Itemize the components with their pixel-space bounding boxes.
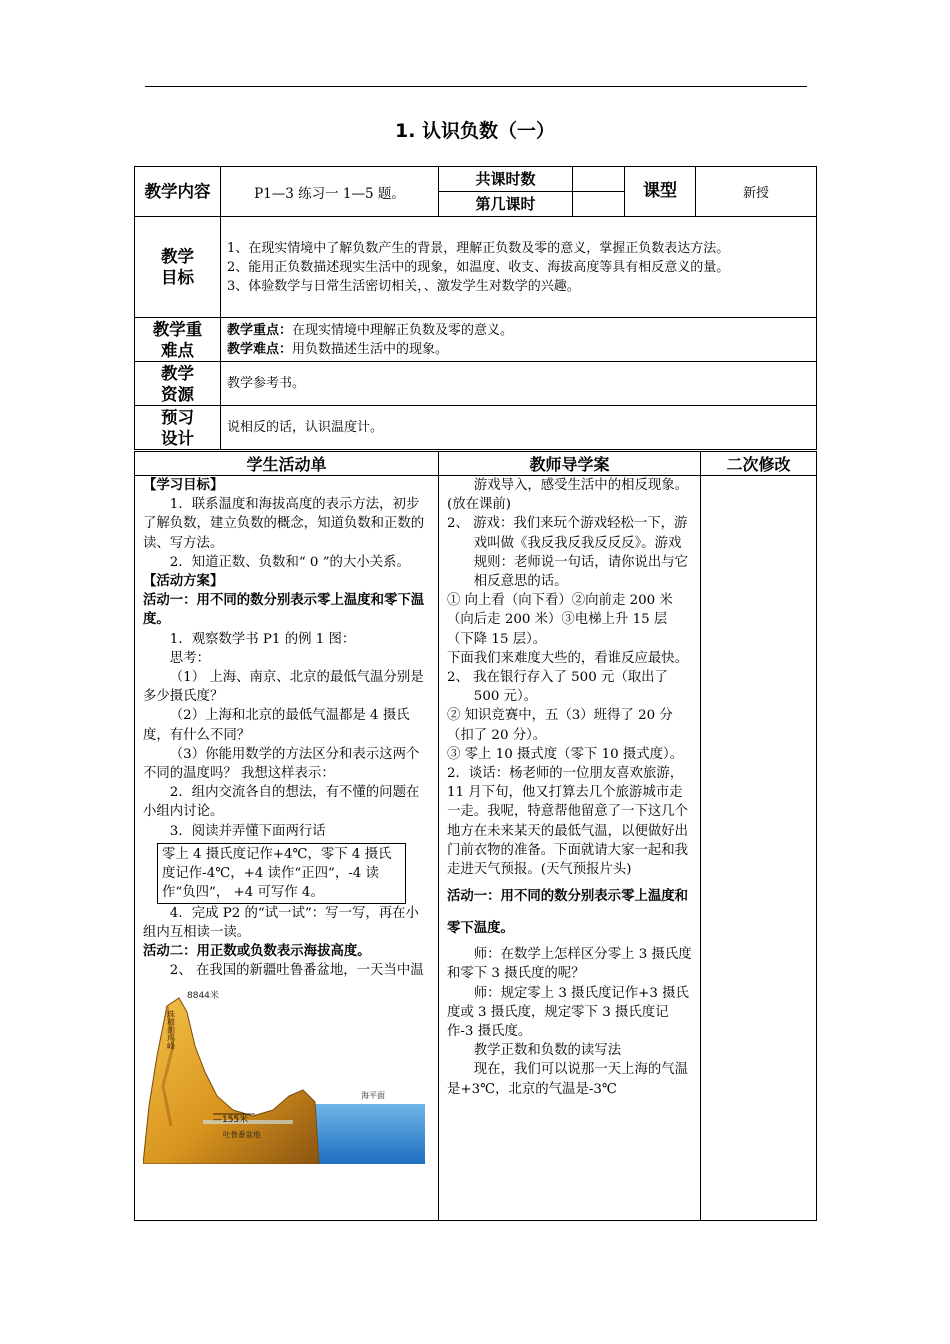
- student-question-3: （3）你能用数学的方法区分和表示这两个不同的温度吗？ 我想这样表示：: [143, 746, 420, 782]
- teacher-line: 2．谈话：杨老师的一位朋友喜欢旅游， 11 月下旬，他又打算去几个旅游城市走一走。我呢，特意帮他留意了一下这几个地方在未来某天的最低气温，以便做好出门前衣物的准备。下面就请大家一起和我走进天气预报。(天气预报片头): [447, 766, 689, 878]
- lesson-type-value: 新授: [696, 167, 817, 217]
- revision-column: [701, 476, 817, 1221]
- teacher-column: [439, 476, 701, 1221]
- notation-box: 零上 4 摄氏度记作+4℃，零下 4 摄氏度记作-4℃，+4 读作“正四”，-4 读作“负四”， +4 可写作 4。: [157, 843, 406, 904]
- resources-label: 教学资源: [135, 362, 221, 406]
- goals-label: 教学目标: [135, 217, 221, 318]
- teacher-line: 师：在数学上怎样区分零上 3 摄氏度和零下 3 摄氏度的呢？: [447, 947, 692, 982]
- student-goal-2: 2．知道正数、负数和“ 0 ”的大小关系。: [169, 554, 410, 570]
- peak-height-label: 8844米: [187, 991, 219, 1002]
- sea-level-label: 海平面: [361, 1091, 385, 1101]
- page-title: 1. 认识负数（一）: [394, 120, 556, 142]
- teacher-line: ③ 零上 10 摄式度（零下 10 摄式度）。: [447, 746, 684, 762]
- revision-column-header: 二次修改: [701, 452, 817, 476]
- lesson-type-label: 课型: [625, 167, 696, 217]
- content-value: P1—3 练习一 1—5 题。: [221, 167, 439, 217]
- total-hours-label: 共课时数: [439, 167, 573, 192]
- student-think: 思考：: [169, 650, 210, 666]
- header-rule: [145, 86, 807, 87]
- teacher-line: 2、 我在银行存入了 500 元（取出了 500 元）。: [447, 670, 668, 705]
- student-column: [135, 476, 439, 1221]
- goal-line: 2、能用正负数描述现实生活中的现象，如温度、收支、海拔高度等具有相反意义的量。: [227, 259, 730, 275]
- student-step-5: 2、 在我国的新疆吐鲁番盆地，一天当中温: [169, 963, 424, 979]
- student-goal-heading: 【学习目标】: [143, 478, 224, 493]
- key-points-label: 教学重难点: [135, 318, 221, 362]
- teacher-line: 游戏导入，感受生活中的相反现象。(放在课前): [447, 478, 689, 513]
- peak-name-label: 珠穆朗玛峰: [166, 1010, 176, 1051]
- altitude-illustration: [143, 986, 425, 1164]
- student-step-1: 1．观察数学书 P1 的例 1 图：: [169, 631, 356, 647]
- student-question-1: （1） 上海、南京、北京的最低气温分别是多少摄氏度？: [143, 670, 424, 705]
- goals-text: [221, 217, 817, 318]
- goal-line: 3、体验数学与日常生活密切相关，、激发学生对数学的兴趣。: [227, 278, 580, 294]
- focus-label: 教学重点：: [227, 322, 293, 338]
- teacher-activity-1-title: 活动一：用不同的数分别表示零上温度和零下温度。: [447, 889, 689, 937]
- teacher-line: 2、 游戏：我们来玩个游戏轻松一下，游戏叫做《我反我反我反反反》。游戏规则：老师说一句话，请你说出与它相反意思的话。: [447, 516, 689, 590]
- basin-label: 吐鲁番盆地: [223, 1130, 261, 1140]
- teacher-line: 现在，我们可以说那一天上海的气温是+3℃，北京的气温是-3℃: [447, 1062, 689, 1097]
- teacher-line: 师：规定零上 3 摄氏度记作+3 摄氏度或 3 摄氏度，规定零下 3 摄氏度记作-3 摄氏度。: [447, 985, 689, 1040]
- content-label: 教学内容: [135, 167, 221, 217]
- teacher-line: 教学正数和负数的读写法: [473, 1043, 622, 1059]
- teacher-column-header: 教师导学案: [439, 452, 701, 476]
- lesson-number-label: 第几课时: [439, 192, 573, 217]
- preview-label: 预习设计: [135, 406, 221, 450]
- student-question-2: （2）上海和北京的最低气温都是 4 摄氏度，有什么不同？: [143, 708, 410, 743]
- goal-line: 1、在现实情境中了解负数产生的背景，理解正负数及零的意义，掌握正负数表达方法。: [227, 240, 730, 256]
- focus-text: 在现实情境中理解正负数及零的意义。: [292, 322, 514, 338]
- resources-text: 教学参考书。: [221, 362, 817, 406]
- student-column-header: 学生活动单: [135, 452, 439, 476]
- depth-label: —155米: [213, 1115, 249, 1126]
- student-plan-heading: 【活动方案】: [143, 574, 224, 590]
- difficulty-text: 用负数描述生活中的现象。: [292, 341, 449, 357]
- student-activity-2-title: 活动二：用正数或负数表示海拔高度。: [143, 944, 371, 960]
- activity-table: [134, 451, 817, 1221]
- preview-text: 说相反的话，认识温度计。: [221, 406, 817, 450]
- student-step-4: 4．完成 P2 的“试一试”：写一写，再在小组内互相读一读。: [143, 905, 419, 941]
- key-points-text: [221, 318, 817, 362]
- revision-text: [701, 476, 816, 1220]
- student-step-2: 2．组内交流各自的想法，有不懂的问题在小组内讨论。: [143, 785, 420, 820]
- lesson-number-value: [573, 192, 625, 217]
- student-goal-1: 1．联系温度和海拔高度的表示方法，初步了解负数，建立负数的概念，知道负数和正数的读、写方法。: [143, 497, 425, 551]
- student-step-3: 3．阅读并弄懂下面两行话: [169, 823, 326, 839]
- total-hours-value: [573, 167, 625, 192]
- teacher-line: 下面我们来难度大些的，看谁反应最快。: [447, 650, 689, 666]
- altitude-figure: [143, 986, 425, 1164]
- teacher-line: ② 知识竞赛中，五（3）班得了 20 分（扣了 20 分）。: [447, 708, 673, 743]
- teacher-line: ① 向上看（向下看）②向前走 200 米（向后走 200 米）③电梯上升 15 层（下降 15 层）。: [447, 593, 673, 647]
- student-activity-1-title: 活动一：用不同的数分别表示零上温度和零下温度。: [143, 593, 425, 628]
- lesson-plan-table: [134, 166, 817, 450]
- difficulty-label: 教学难点：: [227, 341, 293, 357]
